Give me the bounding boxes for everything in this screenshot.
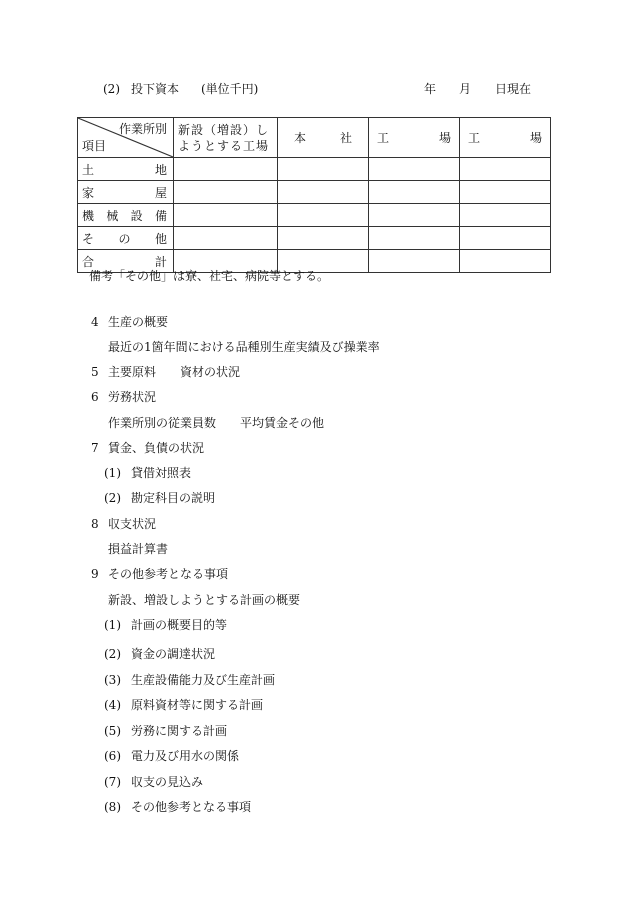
section-number: (2) [103,82,120,96]
factory-char: 場 [438,131,451,145]
item-6-sub: 作業所別の従業員数 平均賃金その他 [108,416,325,430]
item-5-no: 5 [91,365,99,379]
item-7-no: 7 [91,441,99,455]
factory-char: 工 [468,131,481,145]
corner-top-label: 作業所別 [118,122,167,136]
item-6-text: 労務状況 [108,390,157,404]
item-9-4-text: 原料資材等に関する計画 [131,698,264,712]
item-9-2-text: 資金の調達状況 [131,647,216,661]
section-title: 投下資本 [131,82,180,96]
table-row [78,181,551,204]
factory-char: 工 [377,131,390,145]
row-label-building: 家 屋 [78,181,174,204]
table-header-row [78,118,551,158]
item-9-2-no: (2) [104,647,121,661]
table-cell [369,181,460,204]
head-office-char: 社 [339,131,352,145]
item-7-2-text: 勘定科目の説明 [131,491,216,505]
item-9-1-no: (1) [104,618,121,632]
corner-cell [78,118,174,158]
item-9-7-text: 収支の見込み [131,775,204,789]
new-factory-header: 新設（増設）しようとする工場 [174,118,278,158]
item-9-3-text: 生産設備能力及び生産計画 [131,673,276,687]
table-row [78,227,551,250]
table-cell [278,181,369,204]
table-cell [369,204,460,227]
table-cell [278,227,369,250]
date-year: 年 [424,82,437,96]
table-cell [369,158,460,181]
table-cell [460,158,551,181]
item-8-no: 8 [91,517,99,531]
unit-label: (単位千円) [201,82,259,96]
item-9-4-no: (4) [104,698,121,712]
factory-2-header [460,118,551,158]
table-cell [278,204,369,227]
table-cell [278,158,369,181]
table-row [78,158,551,181]
item-9-no: 9 [91,567,99,581]
item-4-text: 生産の概要 [108,315,169,329]
table-row [78,204,551,227]
table-cell [369,250,460,273]
table-cell [174,158,278,181]
item-5-text: 主要原料 資材の状況 [108,365,241,379]
row-label-machinery: 機 械 設 備 [78,204,174,227]
item-9-1-text: 計画の概要目的等 [131,618,228,632]
table-cell [460,204,551,227]
item-9-3-no: (3) [104,673,121,687]
item-7-2-no: (2) [104,491,121,505]
date-month: 月 [459,82,472,96]
factory-1-header [369,118,460,158]
item-7-1-no: (1) [104,466,121,480]
item-9-8-text: その他参考となる事項 [131,800,252,814]
corner-bottom-label: 項目 [82,139,107,153]
date-suffix: 日現在 [495,82,532,96]
item-9-5-no: (5) [104,724,121,738]
item-9-6-no: (6) [104,749,121,763]
head-office-header [278,118,369,158]
table-note: 備考「その他」は寮、社宅、病院等とする。 [89,269,330,283]
table-cell [369,227,460,250]
table-cell [460,227,551,250]
item-6-no: 6 [91,390,99,404]
factory-char: 場 [529,131,542,145]
item-9-5-text: 労務に関する計画 [131,724,228,738]
head-office-char: 本 [294,131,307,145]
item-9-text: その他参考となる事項 [108,567,229,581]
item-7-text: 賃金、負債の状況 [108,441,205,455]
item-4-sub: 最近の1箇年間における品種別生産実績及び操業率 [108,340,380,354]
item-9-8-no: (8) [104,800,121,814]
item-9-7-no: (7) [104,775,121,789]
table-cell [460,250,551,273]
item-9-sub: 新設、増設しようとする計画の概要 [108,593,301,607]
item-8-text: 収支状況 [108,517,157,531]
table-cell [174,181,278,204]
row-label-other: そ の 他 [78,227,174,250]
table-cell [460,181,551,204]
capital-table [77,117,551,273]
row-label-total: 合 計 [78,250,174,273]
table-cell [174,204,278,227]
item-7-1-text: 貸借対照表 [131,466,192,480]
item-9-6-text: 電力及び用水の関係 [131,749,240,763]
table-cell [174,227,278,250]
item-8-sub: 損益計算書 [108,542,169,556]
row-label-land: 土 地 [78,158,174,181]
item-4-no: 4 [91,315,99,329]
